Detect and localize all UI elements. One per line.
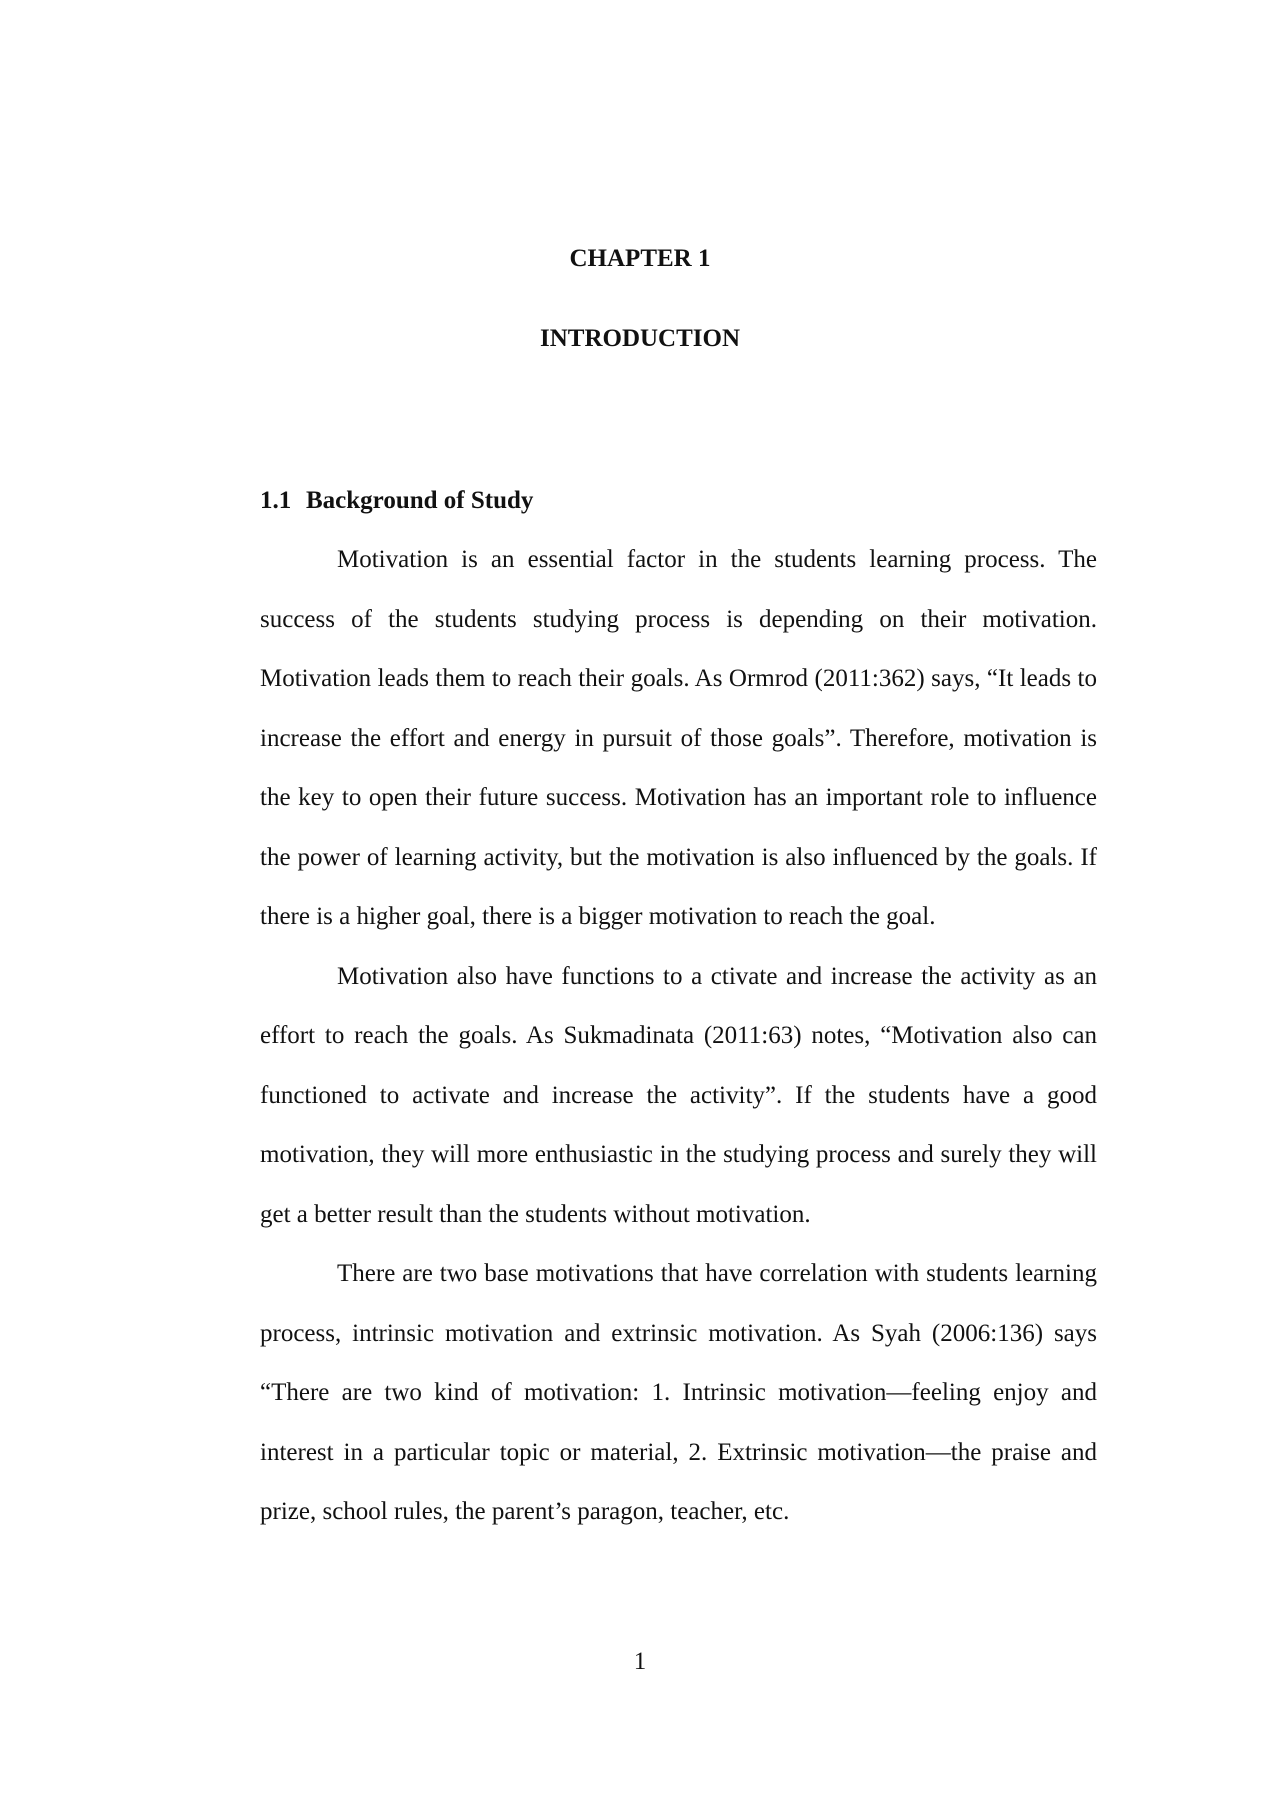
chapter-title: INTRODUCTION	[539, 325, 741, 352]
paragraph: There are two base motivations that have correlation with students learning process, intrinsic motivation and extrinsic motivation. As Syah (2006:136) says “There are two kind of motivation: 1. Intrinsic motivation—feeling enjoy and interest in a particular topic or material, 2. Extrinsic motivation—the praise and prize, school rules, the parent’s paragon, teacher, etc.	[260, 1260, 1097, 1525]
section-title: Background of Study	[306, 487, 534, 514]
paragraph: Motivation also have functions to a ctivate and increase the activity as an effort to reach the goals. As Sukmadinata (2011:63) notes, “Motivation also can functioned to activate and increase the activity”. If the students have a good motivation, they will more enthusiastic in the studying process and surely they will get a better result than the students without motivation.	[260, 962, 1097, 1228]
page-number: 1	[633, 1648, 647, 1675]
body-text	[260, 530, 1097, 1542]
paragraph: Motivation is an essential factor in the students learning process. The success of the students studying process is depending on their motivation. Motivation leads them to reach their goals. As Ormrod (2011:362) says, “It leads to increase the effort and energy in pursuit of those goals”. Therefore, motivation is the key to open their future success. Motivation has an important role to influence the power of learning activity, but the motivation is also influenced by the goals. If there is a higher goal, there is a bigger motivation to reach the goal.	[260, 546, 1097, 930]
section-heading	[260, 486, 533, 516]
chapter-label: CHAPTER 1	[569, 245, 711, 272]
section-number: 1.1	[260, 487, 292, 514]
